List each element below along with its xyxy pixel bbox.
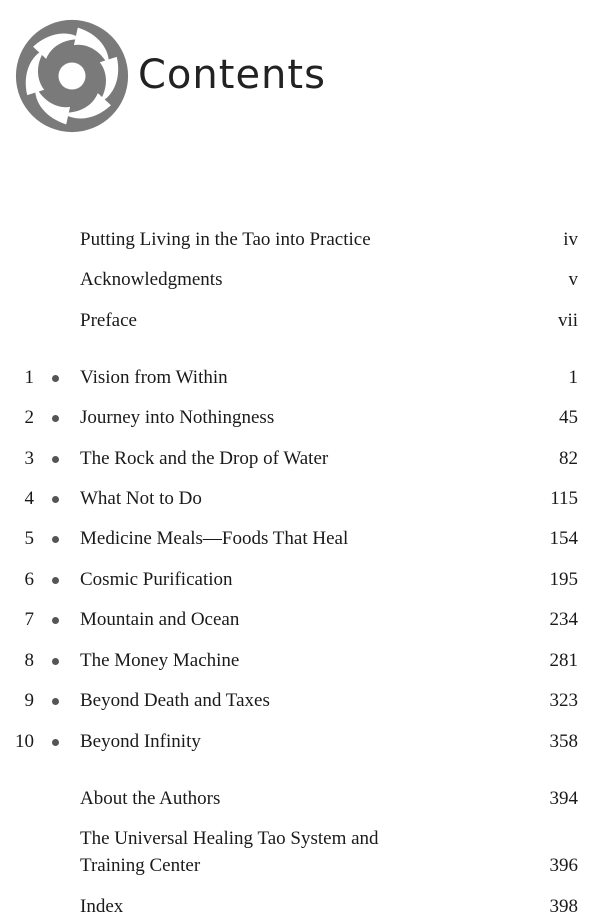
chapter-number: 6 (24, 569, 34, 590)
toc-entry-title: Preface (80, 310, 137, 331)
toc-entry-page: 396 (549, 855, 578, 876)
chapter-number: 2 (24, 407, 34, 428)
toc-entry-title: Cosmic Purification (80, 569, 233, 590)
bullet-icon (52, 577, 59, 584)
toc-entry-page: 398 (549, 896, 578, 917)
toc-entry-title: Mountain and Ocean (80, 609, 240, 630)
toc-entry-title: Medicine Meals—Foods That Heal (80, 528, 349, 549)
toc-entry-title: The Money Machine (80, 650, 240, 671)
bullet-icon (52, 658, 59, 665)
toc-entry-title: About the Authors (80, 788, 221, 809)
toc-entry-title: Beyond Infinity (80, 731, 201, 752)
toc-entry-title: Index (80, 896, 124, 917)
toc-entry-page: 281 (549, 650, 578, 671)
chapter-number: 7 (24, 609, 34, 630)
toc-entry-page: 82 (559, 448, 578, 469)
toc-entry-title: Beyond Death and Taxes (80, 690, 270, 711)
toc-entry-page: iv (563, 229, 578, 250)
bullet-icon (52, 456, 59, 463)
bullet-icon (52, 536, 59, 543)
bullet-icon (52, 415, 59, 422)
toc-entry-title: Putting Living in the Tao into Practice (80, 229, 371, 250)
toc-entry-title: What Not to Do (80, 488, 202, 509)
chapter-number: 8 (24, 650, 34, 671)
swirl-emblem-icon (14, 18, 130, 134)
bullet-icon (52, 617, 59, 624)
bullet-icon (52, 496, 59, 503)
bullet-icon (52, 739, 59, 746)
toc-entry-page: v (568, 269, 578, 290)
toc-entry-title-line-2: Training Center (80, 855, 201, 876)
chapter-number: 9 (24, 690, 34, 711)
toc-entry-page: vii (557, 310, 578, 331)
chapter-number: 3 (24, 448, 34, 469)
toc-entry-page: 195 (549, 569, 578, 590)
bullet-icon (52, 375, 59, 382)
toc-entry-title: The Rock and the Drop of Water (80, 448, 329, 469)
chapter-number: 1 (24, 367, 34, 388)
chapter-number: 10 (15, 731, 34, 752)
toc-entry-title: Vision from Within (80, 367, 228, 388)
bullet-icon (52, 698, 59, 705)
toc-entry-page: 154 (549, 528, 578, 549)
toc-entry-title-line-1: The Universal Healing Tao System and (80, 828, 379, 849)
page-title: Contents (138, 52, 326, 98)
toc-entry-page: 234 (549, 609, 578, 630)
toc-entry-page: 1 (568, 367, 578, 388)
toc-entry-page: 358 (549, 731, 578, 752)
toc-entry-page: 45 (559, 407, 578, 428)
toc-entry-page: 115 (550, 488, 578, 509)
chapter-number: 4 (24, 488, 34, 509)
toc-entry-title: Acknowledgments (80, 269, 223, 290)
toc-entry-page: 394 (549, 788, 578, 809)
chapter-number: 5 (24, 528, 34, 549)
toc-entry-page: 323 (549, 690, 578, 711)
toc-entry-title: Journey into Nothingness (80, 407, 275, 428)
